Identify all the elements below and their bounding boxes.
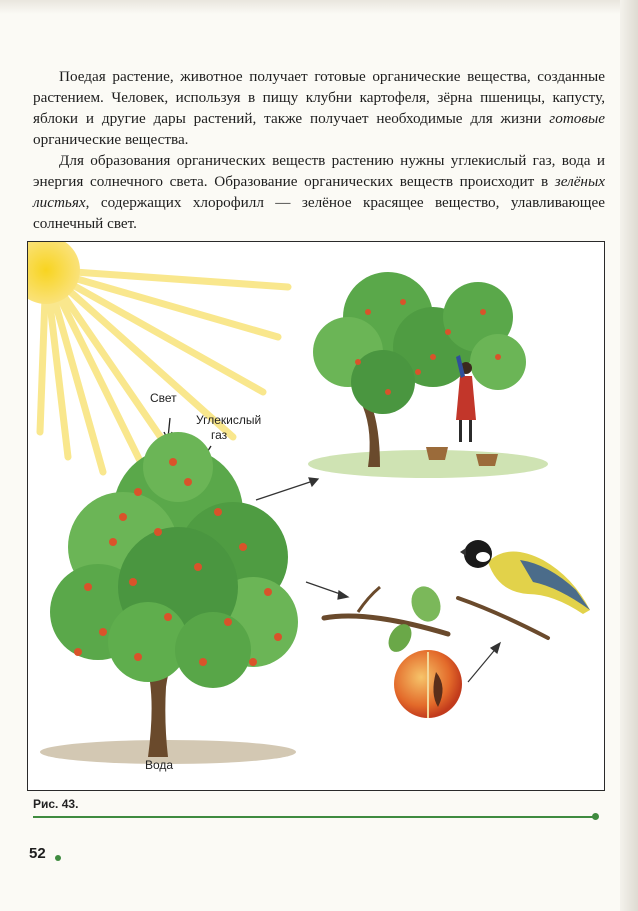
label-light: Свет [150,391,177,405]
apple-branch-illustration [324,582,462,718]
big-tree-illustration [40,432,298,764]
figure-caption: Рис. 43. [33,797,79,811]
paragraph-1-text-a: Поедая растение, животное получает готовые органические вещества, созданные растением. Человек, используя в пищу клубни картофеля, зёрна пшеницы, капусту, яблоки и другие дары растений, также получает необходимые для жизни [33,68,605,127]
paragraph-2-text-a: Для образования органических веществ растению нужны углекислый газ, вода и энергия солнечного света. Образование органических веществ происходит в [33,152,605,190]
paragraph-1 [33,66,605,150]
page-number-dot [55,855,61,861]
label-water: Вода [145,758,174,772]
footer-rule [33,816,595,818]
paragraph-2-emphasis: зелёных листьях [33,173,605,211]
arrow-to-apple [306,582,348,599]
paragraph-1-emphasis: готовые [549,110,605,127]
paragraph-1-text-b: органические вещества. [33,131,189,148]
page-edge-shadow [620,0,638,911]
body-text [33,66,605,234]
page-number: 52 [29,845,46,862]
arrow-to-bird [468,643,500,682]
figure-illustration [28,242,604,790]
page-top-shadow [0,0,638,14]
label-co2-line1: Углекислый [196,413,262,427]
footer-rule-dot [592,813,599,820]
bird-illustration [458,540,590,638]
arrow-to-harvest [256,478,318,500]
figure-43 [27,241,605,791]
harvest-scene-illustration [308,272,548,478]
paragraph-2 [33,150,605,234]
label-co2-line2: газ [211,428,228,442]
paragraph-2-text-b: , содержащих хлорофилл — зелёное красящее вещество, улавливающее солнечный свет. [33,194,605,232]
